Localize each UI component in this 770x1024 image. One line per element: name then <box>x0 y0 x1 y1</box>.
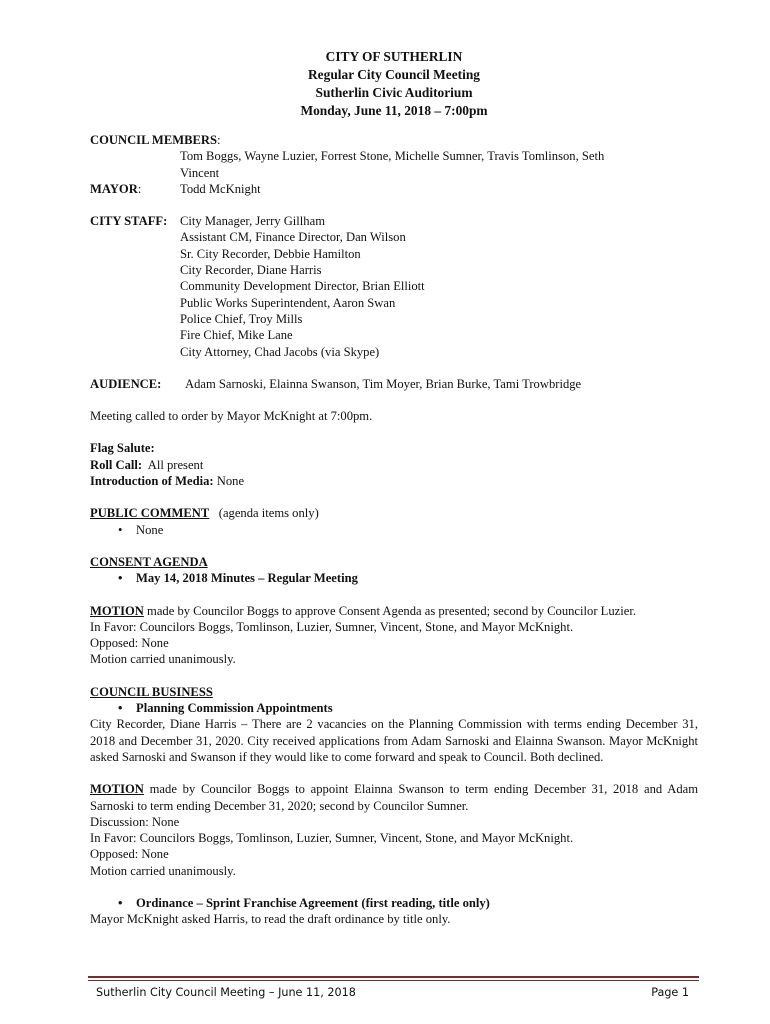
footer-title: Sutherlin City Council Meeting – June 11, 2018 <box>96 986 356 999</box>
consent-opposed: Opposed: None <box>90 636 169 651</box>
business-item-ordinance-text: Mayor McKnight asked Harris, to read the draft ordinance by title only. <box>90 912 451 927</box>
council-business-heading: COUNCIL BUSINESS <box>90 684 213 699</box>
consent-carried: Motion carried unanimously. <box>90 652 236 667</box>
staff-member: Fire Chief, Mike Lane <box>180 328 293 343</box>
staff-member: Sr. City Recorder, Debbie Hamilton <box>180 246 361 261</box>
mayor-name: Todd McKnight <box>180 181 261 196</box>
planning-carried: Motion carried unanimously. <box>90 863 236 878</box>
council-members-list: Tom Boggs, Wayne Luzier, Forrest Stone, Michelle Sumner, Travis Tomlinson, Seth Vincent <box>180 149 605 180</box>
staff-member: City Recorder, Diane Harris <box>180 263 322 278</box>
footer-rule <box>88 976 699 978</box>
business-item-planning-text: City Recorder, Diane Harris – There are 2 vacancies on the Planning Commission with terms ending December 31, 2018 and December 31, 2020. City received applications from Adam Sarnoski and Elainna Swanson. Mayor McKnight asked Sarnoski and Swanson if they would like to come forward and speak to Council. Both declined. <box>90 717 698 764</box>
document-header <box>90 48 698 120</box>
city-staff-row <box>90 213 698 360</box>
introduction-of-media: Introduction of Media: None <box>90 474 245 489</box>
flag-salute: Flag Salute: <box>90 441 155 456</box>
business-item-ordinance: • Ordinance – Sprint Franchise Agreement (first reading, title only) <box>90 895 698 911</box>
audience-row <box>90 376 698 392</box>
council-members-label: COUNCIL MEMBERS: <box>90 133 221 147</box>
staff-member: Community Development Director, Brian Elliott <box>180 279 425 294</box>
staff-member: Police Chief, Troy Mills <box>180 311 303 326</box>
page-footer <box>96 986 689 999</box>
public-comment-heading: PUBLIC COMMENT (agenda items only) <box>90 506 319 521</box>
header-date: Monday, June 11, 2018 – 7:00pm <box>300 103 488 118</box>
consent-agenda-item: • May 14, 2018 Minutes – Regular Meeting <box>90 570 698 586</box>
planning-discussion: Discussion: None <box>90 814 180 829</box>
roll-call: Roll Call: All present <box>90 457 204 472</box>
call-to-order: Meeting called to order by Mayor McKnight at 7:00pm. <box>90 409 373 424</box>
mayor-row: MAYOR: Todd McKnight <box>90 181 261 196</box>
staff-member: City Manager, Jerry Gillham <box>180 214 325 229</box>
audience-names: Adam Sarnoski, Elainna Swanson, Tim Moyer, Brian Burke, Tami Trowbridge <box>185 376 582 391</box>
city-staff-label: CITY STAFF: <box>90 214 168 229</box>
consent-agenda-heading: CONSENT AGENDA <box>90 554 208 569</box>
minutes-body <box>90 48 698 928</box>
staff-member: Public Works Superintendent, Aaron Swan <box>180 295 396 310</box>
planning-opposed: Opposed: None <box>90 847 169 862</box>
business-item-planning: • Planning Commission Appointments <box>90 700 698 716</box>
consent-motion: MOTION made by Councilor Boggs to approve Consent Agenda as presented; second by Councilor Luzier. <box>90 603 636 618</box>
planning-motion: MOTION made by Councilor Boggs to appoint Elainna Swanson to term ending December 31, 2018 and Adam Sarnoski to term ending December 31, 2020; second by Councilor Sumner. <box>90 782 698 813</box>
consent-in-favor: In Favor: Councilors Boggs, Tomlinson, Luzier, Sumner, Vincent, Stone, and Mayor McKnight. <box>90 619 574 634</box>
page-number: Page 1 <box>651 986 689 999</box>
public-comment-item: • None <box>90 522 698 538</box>
header-meeting-type: Regular City Council Meeting <box>308 67 480 82</box>
header-city: CITY OF SUTHERLIN <box>325 49 463 64</box>
audience-label: AUDIENCE: <box>90 376 162 391</box>
staff-member: Assistant CM, Finance Director, Dan Wilson <box>180 230 406 245</box>
city-staff-list <box>180 213 425 360</box>
staff-member: City Attorney, Chad Jacobs (via Skype) <box>180 344 380 359</box>
header-location: Sutherlin Civic Auditorium <box>315 85 473 100</box>
footer-rule-thin <box>88 980 699 981</box>
planning-in-favor: In Favor: Councilors Boggs, Tomlinson, Luzier, Sumner, Vincent, Stone, and Mayor McKnight. <box>90 831 574 846</box>
